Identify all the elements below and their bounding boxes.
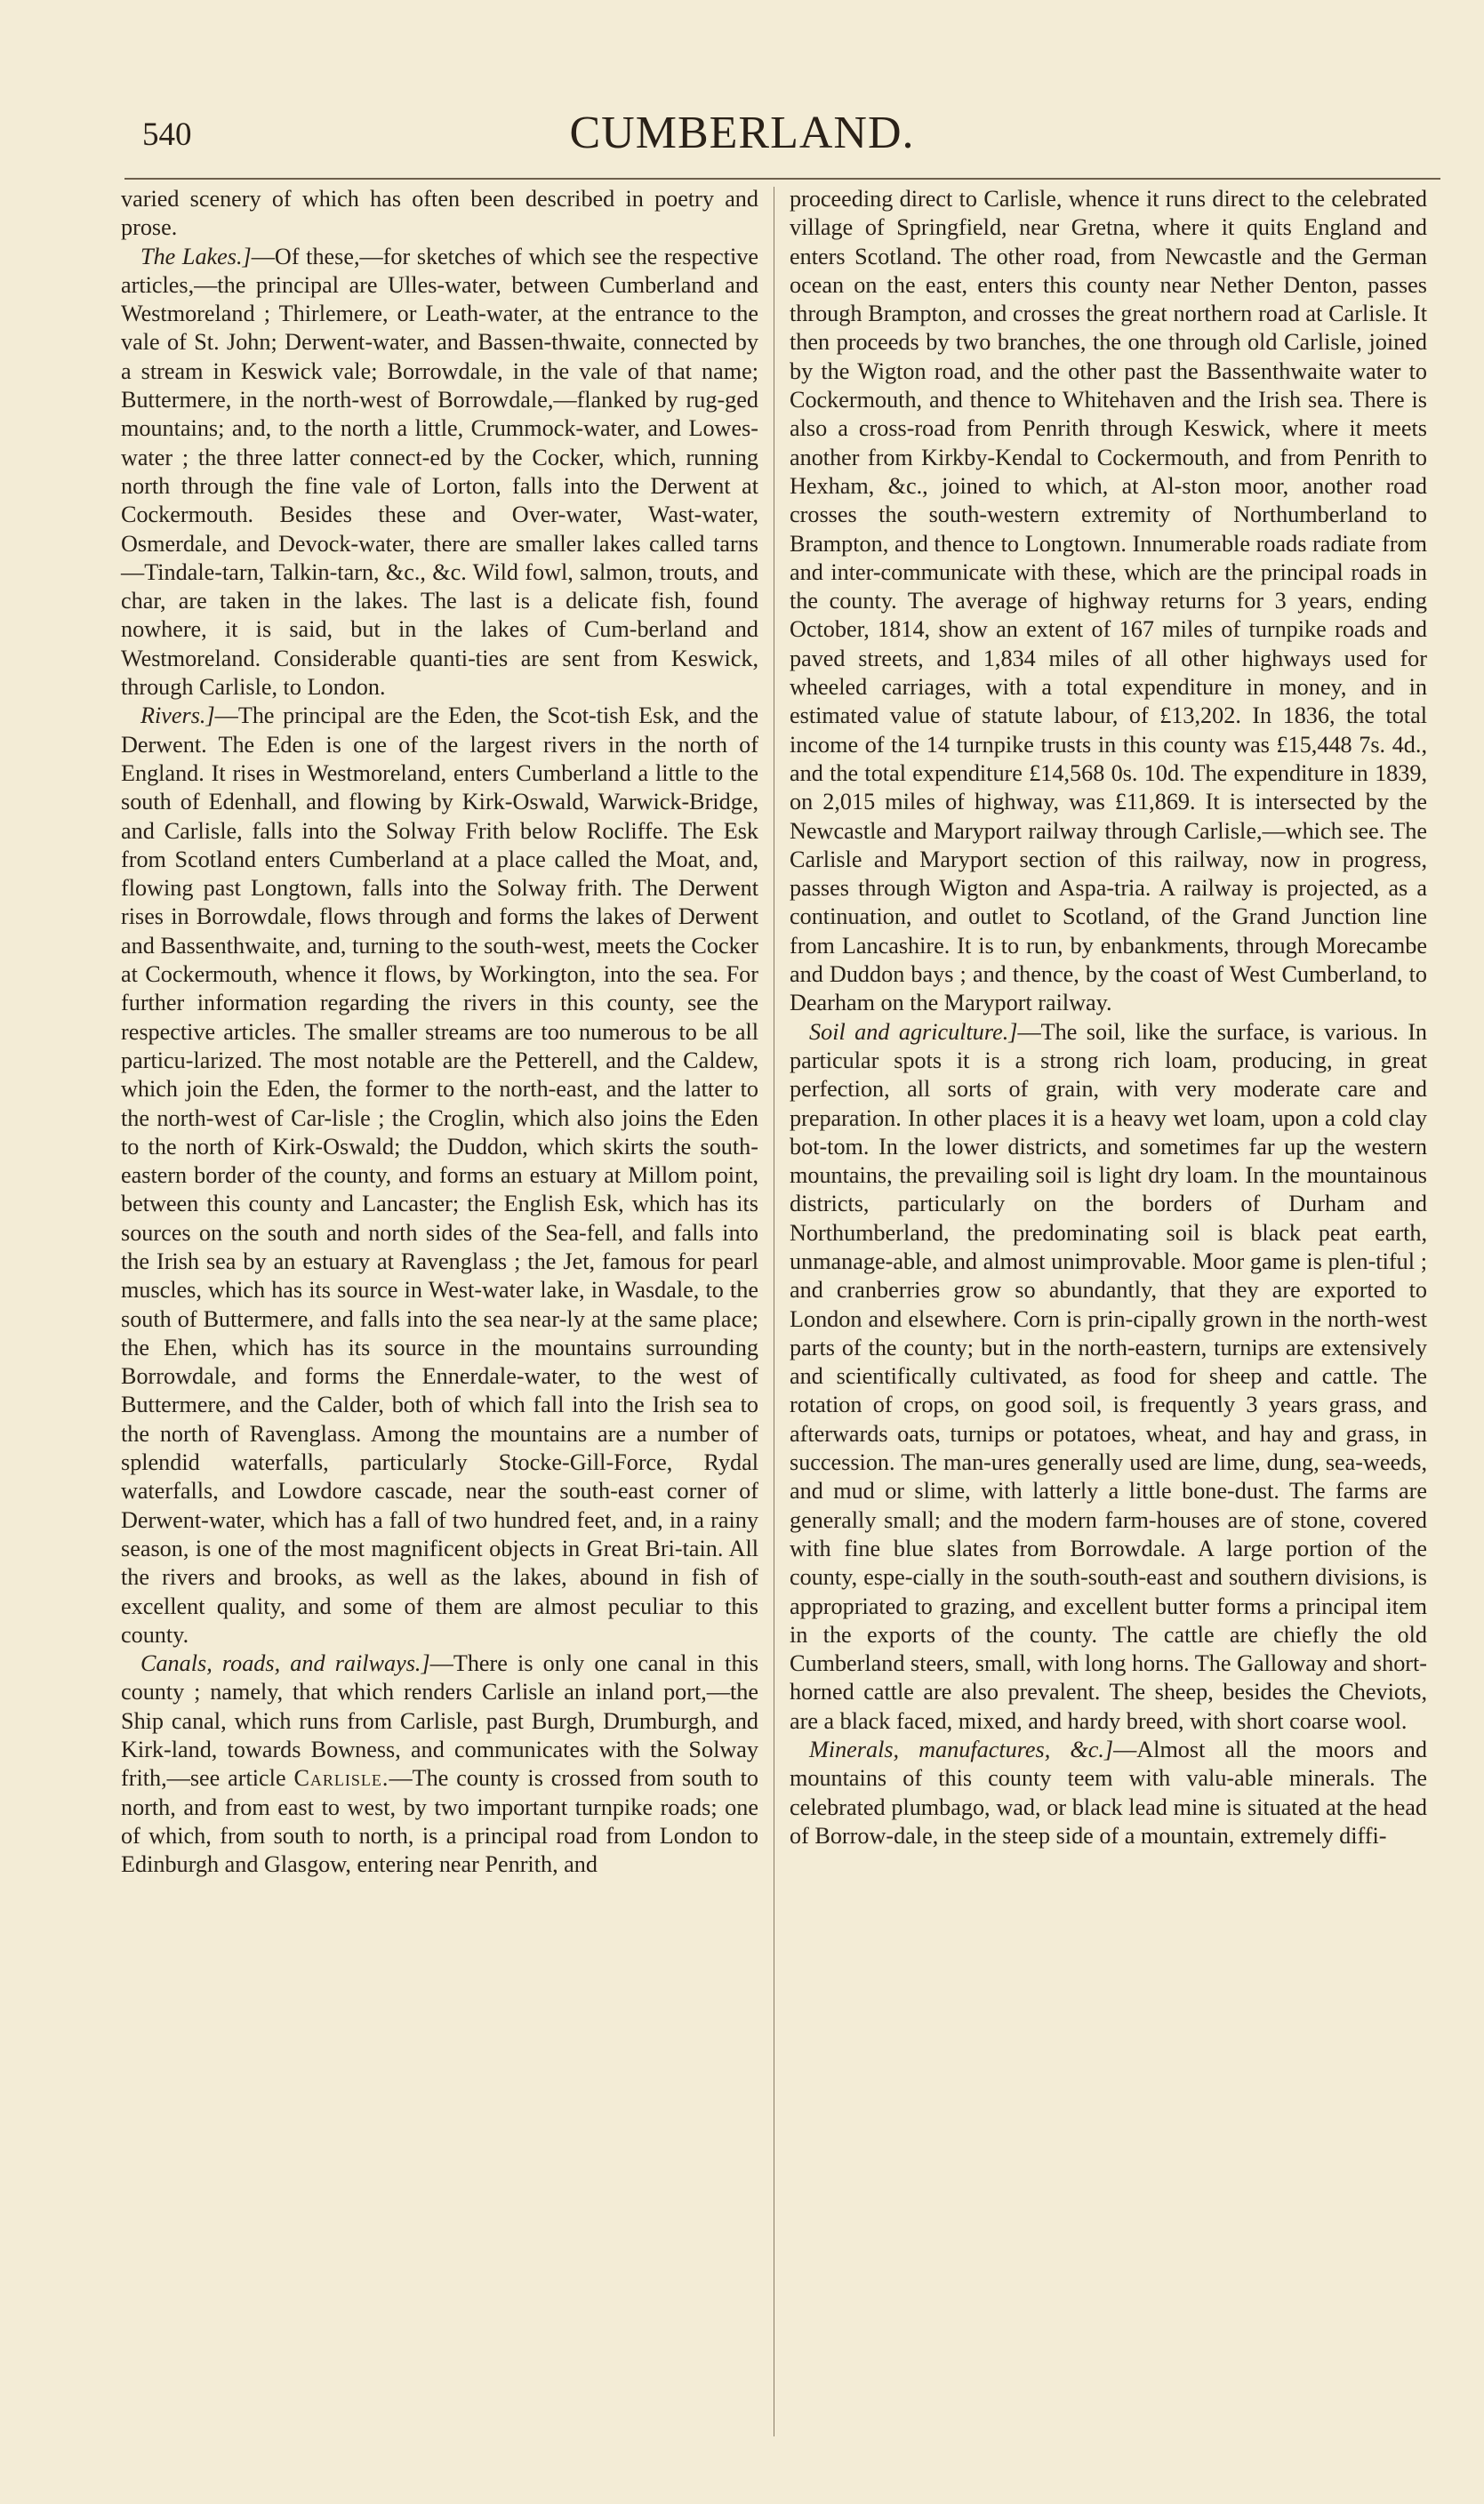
rivers-text: —The principal are the Eden, the Scot-tish Esk, and the Derwent. The Eden is one of the largest rivers in the north of England. It rises in Westmoreland, enters Cumberland a little to the south of Edenhall, and flowing by Kirk-Oswald, Warwick-Bridge, and Carlisle, falls into the Solway Frith below Rocliffe. The Esk from Scotland enters Cumberland at a place called the Moat, and, flowing past Longtown, falls into the Solway frith. The Derwent rises in Borrowdale, flows through and forms the lakes of Derwent and Bassenthwaite, and, turning to the south-west, meets the Cocker at Cockermouth, whence it flows, by Workington, into the sea. For further information regarding the rivers in this county, see the respective articles. The smaller streams are too numerous to be all particu-larized. The most notable are the Petterell, and the Caldew, which join the Eden, the former to the north-east, and the latter to the north-west of Car-lisle ; the Croglin, which also joins the Eden to the north of Kirk-Oswald; the Duddon, which skirts the south-eastern border of the county, and forms an estuary at Millom point, between this county and Lancaster; the English Esk, which has its sources on the south and north sides of the Sea-fell, and falls into the Irish sea by an estuary at Ravenglass ; the Jet, famous for pearl muscles, which has its source in West-water lake, in Wasdale, to the south of Buttermere, and falls into the sea near-ly at the same place; the Ehen, which has its source in the mountains surrounding Borrowdale, and forms the Ennerdale-water, to the west of Buttermere, and the Calder, both of which fall into the Irish sea to the north of Ravenglass. Among the mountains are a number of splendid waterfalls, particularly Stocke-Gill-Force, Rydal waterfalls, and Lowdore cascade, near the south-east corner of Derwent-water, which has a fall of two hundred feet, and, in a rainy season, is one of the most magnificent objects in Great Bri-tain. All the rivers and brooks, as well as the lakes, abound in fish of excellent quality, and some of them are almost peculiar to this county. [121,702,758,1648]
rivers-paragraph [121,702,758,1649]
lakes-paragraph [121,243,758,702]
minerals-text: —Almost all the moors and mountains of this county teem with valu-able minerals. The celebrated plumbago, wad, or black lead mine is situated at the head of Borrow-dale, in the steep side of a mountain, extremely diffi- [790,1737,1427,1849]
page-header [0,107,1484,169]
left-column [121,185,758,1880]
header-rule [124,178,1440,180]
lakes-text: —Of these,—for sketches of which see the respective articles,—the principal are Ulles-water, between Cumberland and Westmoreland ; Thirlemere, or Leath-water, at the entrance to the vale of St. John; Derwent-water, and Bassen-thwaite, connected by a stream in Keswick vale; Borrowdale, in the vale of that name; Buttermere, in the north-west of Borrowdale,—flanked by rug-ged mountains; and, to the north a little, Crummock-water, and Lowes-water ; the three latter connect-ed by the Cocker, which, running north through the fine vale of Lorton, falls into the Derwent at Cockermouth. Besides these and Over-water, Wast-water, Osmerdale, and Devock-water, there are smaller lakes called tarns—Tindale-tarn, Talkin-tarn, &c., &c. Wild fowl, salmon, trouts, and char, are taken in the lakes. The last is a delicate fish, found nowhere, it is said, but in the lakes of Cum-berland and Westmoreland. Considerable quanti-ties are sent from Keswick, through Carlisle, to London. [121,243,758,701]
soil-heading: Soil and agriculture.] [809,1018,1018,1045]
right-column [790,185,1427,1850]
roads-continuation: proceeding direct to Carlisle, whence it runs direct to the celebrated village of Springfield, near Gretna, where it quits England and enters Scotland. The other road, from Newcastle and the German ocean on the east, enters this county near Nether Denton, passes through Brampton, and crosses the great northern road at Carlisle. It then proceeds by two branches, the one through old Carlisle, joined by the Wigton road, and the other past the Bassenthwaite water to Cockermouth, and thence to Whitehaven and the Irish sea. There is also a cross-road from Penrith through Keswick, where it meets another from Kirkby-Kendal to Cockermouth, and from Penrith to Hexham, &c., joined to which, at Al-ston moor, another road crosses the south-western extremity of Northumberland to Brampton, and thence to Longtown. Innumerable roads radiate from and inter-communicate with these, which are the principal roads in the county. The average of highway returns for 3 years, ending October, 1814, show an extent of 167 miles of turnpike roads and paved streets, and 1,834 miles of all other highways used for wheeled carriages, with a total expenditure in money, and in estimated value of statute labour, of £13,202. In 1836, the total income of the 14 turnpike trusts in this county was £15,448 7s. 4d., and the total expenditure £14,568 0s. 10d. The expenditure in 1839, on 2,015 miles of highway, was £11,869. It is intersected by the Newcastle and Maryport railway through Carlisle,—which see. The Carlisle and Maryport section of this railway, now in progress, passes through Wigton and Aspa-tria. A railway is projected, as a continuation, and outlet to Scotland, of the Grand Junction line from Lancashire. It is to run, by enbankments, through Morecambe and Duddon bays ; and thence, by the coast of West Cumberland, to Dearham on the Maryport railway. [790,186,1427,1016]
minerals-heading: Minerals, manufactures, &c.] [809,1737,1114,1763]
canals-text-after: —The county is crossed from south to north, and from east to west, by two important turnpike roads; one of which, from south to north, is a principal road from London to Edinburgh and Glasgow, entering near Penrith, and [121,1765,758,1878]
soil-text: —The soil, like the surface, is various. In particular spots it is a strong rich loam, producing, in great perfection, all sorts of grain, with very moderate care and preparation. In other places it is a heavy wet loam, upon a cold clay bot-tom. In the lower districts, and sometimes far up the western mountains, the prevailing soil is light dry loam. In the mountainous districts, particularly on the borders of Durham and Northumberland, the predominating soil is black peat earth, unmanage-able, and almost unimprovable. Moor game is plen-tiful ; and cranberries grow so abundantly, that they are exported to London and elsewhere. Corn is prin-cipally grown in the north-west parts of the county; but in the north-eastern, turnips are extensively and scientifically cultivated, as food for sheep and cattle. The rotation of crops, on good soil, is frequently 3 years grass, and afterwards oats, turnips or potatoes, wheat, and hay and grass, in succession. The man-ures generally used are lime, dung, sea-weeds, and mud or slime, with latterly a little bone-dust. The farms are generally small; and the modern farm-houses are of stone, covered with fine blue slates from Borrowdale. A large portion of the county, espe-cially in the south-south-east and southern divisions, is appropriated to grazing, and excellent butter forms a principal item in the exports of the county. The cattle are chiefly the old Cumberland steers, small, with long horns. The Galloway and short-horned cattle are also prevalent. The sheep, besides the Cheviots, are a black faced, mixed, and hardy breed, with short coarse wool. [790,1018,1428,1734]
canals-text-before: —There is only one canal in this county ; namely, that which renders Carlisle an inland port,—the Ship canal, which runs from Carlisle, past Burgh, Drumburgh, and Kirk-land, towards Bowness, and communicates with the Solway frith,—see article [121,1650,759,1792]
canals-heading: Canals, roads, and railways.] [140,1650,430,1677]
lakes-heading: The Lakes.] [140,243,252,269]
page-number: 540 [142,116,192,153]
canals-paragraph [121,1649,758,1879]
intro-continuation: varied scenery of which has often been described in poetry and prose. [121,186,758,241]
soil-paragraph [790,1018,1427,1736]
running-title: CUMBERLAND. [569,108,915,158]
rivers-heading: Rivers.] [140,702,215,729]
carlisle-cross-reference: Carlisle. [293,1765,389,1792]
minerals-paragraph [790,1736,1427,1850]
